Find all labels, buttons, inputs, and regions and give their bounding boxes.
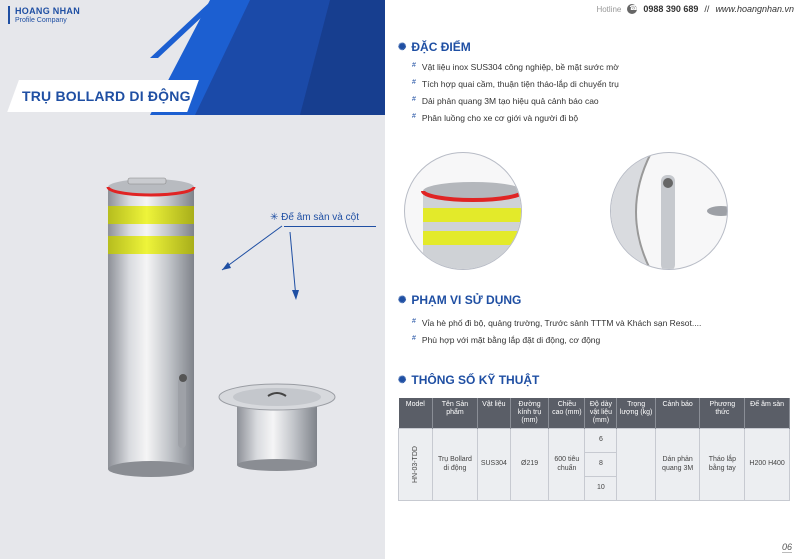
col-header: Độ dày vật liệu (mm) [585,398,617,429]
page-number: 06 [781,542,792,552]
annotation-underline [284,226,376,227]
website-link[interactable]: www.hoangnhan.vn [715,4,794,14]
phone-icon [627,4,637,14]
cell-material: SUS304 [477,429,510,501]
col-header: Trọng lượng (kg) [617,398,655,429]
hash-bullet-icon: # [412,113,416,120]
specs-heading [398,373,539,387]
hotline-label: Hotline [596,4,622,14]
handle-detail [610,152,728,270]
list-item: # Phù hợp với mặt bằng lắp đặt di động, cơ động [412,335,601,345]
table-header-row [399,398,790,429]
scope-heading [398,293,521,307]
col-header: Cảnh báo [655,398,700,429]
col-header: Chiều cao (mm) [549,398,585,429]
col-header: Model [399,398,433,429]
cell-name: Trụ Bollard di động [433,429,478,501]
cell-warning: Dán phản quang 3M [655,429,700,501]
brand-subtitle: Profile Company [15,17,67,24]
hash-bullet-icon: # [412,318,416,325]
features-list [412,62,619,130]
hash-bullet-icon: # [412,79,416,86]
col-header: Đế âm sàn [745,398,790,429]
hash-bullet-icon: # [412,62,416,69]
bollard-illustration [0,0,385,559]
cell-method: Tháo lắp bằng tay [700,429,745,501]
scope-title: PHẠM VI SỬ DỤNG [411,293,522,307]
hash-bullet-icon: # [412,335,416,342]
reflective-band-detail [404,152,522,270]
cell-diameter: Ø219 [510,429,548,501]
list-item: # Tích hợp quai cầm, thuận tiện tháo-lắp di chuyển trụ [412,79,619,89]
scope-list [412,318,701,352]
list-item: # Vật liệu inox SUS304 công nghiệp, bề mặt sước mờ [412,62,619,72]
product-panel [0,0,385,559]
cell-thickness: 6 [585,429,617,453]
col-header: Đường kính trụ (mm) [510,398,548,429]
cell-thickness: 8 [585,453,617,477]
cell-height: 600 tiêu chuẩn [549,429,585,501]
brand-name: HOANG NHAN [15,6,80,16]
specs-title: THÔNG SỐ KỸ THUẬT [411,373,540,387]
sun-icon: ✺ [398,294,407,306]
hotline-bar [596,4,794,14]
cell-base: H200 H400 [745,429,790,501]
specs-table [398,398,790,501]
cell-weight [617,429,655,501]
cell-model: HN-03-TDD [399,429,433,501]
list-item: # Dải phản quang 3M tạo hiệu quả cảnh báo cao [412,96,599,106]
sun-icon: ✺ [398,374,407,386]
base-annotation-text: Đế âm sàn và cột [281,212,359,223]
list-item: # Phân luồng cho xe cơ giới và người đi bộ [412,113,579,123]
cell-thickness: 10 [585,477,617,501]
col-header: Vật liệu [477,398,510,429]
hotline-phone[interactable]: 0988 390 689 [643,4,699,14]
hotline-separator: // [704,4,710,14]
table-row [399,429,790,453]
product-title: TRỤ BOLLARD DI ĐỘNG [22,88,191,104]
sun-icon: ✺ [398,41,407,53]
features-heading [398,40,471,54]
asterisk-icon: ✳ [270,212,279,223]
list-item: # Vỉa hè phố đi bộ, quảng trường, Trước sảnh TTTM và Khách sạn Resot.... [412,318,702,328]
col-header: Phương thức [700,398,745,429]
col-header: Tên Sản phẩm [433,398,478,429]
base-annotation [270,212,359,223]
hash-bullet-icon: # [412,96,416,103]
features-title: ĐẶC ĐIỂM [411,40,471,54]
